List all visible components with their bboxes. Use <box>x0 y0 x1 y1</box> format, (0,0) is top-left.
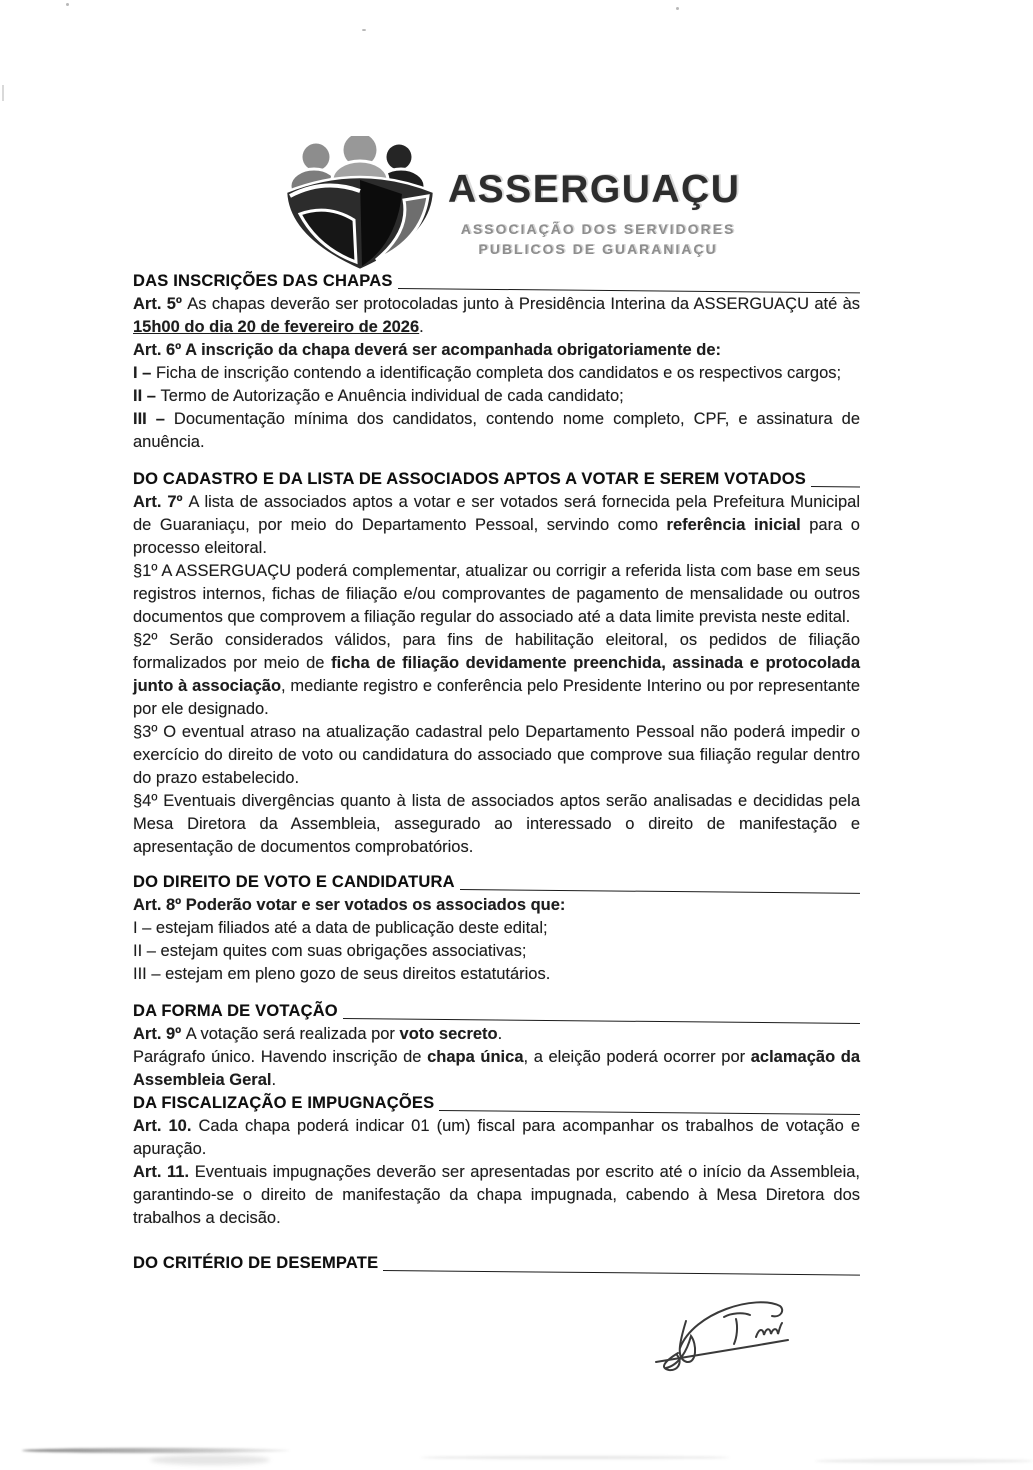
scan-artifact <box>362 29 366 31</box>
text-run: §1º A ASSERGUAÇU poderá complementar, atualizar ou corrigir a referida lista com base em seus registros internos, fichas de filiação e/ou comprovantes de pagamento de mensalidade ou outros documentos que comprovem a filiação regular do associado até a data limite prevista neste edital. <box>133 562 860 626</box>
text-run: Eventuais impugnações deverão ser apresentadas por escrito até o início da Assembleia, garantindo-se o direito de manifestação da chapa impugnada, cabendo à Mesa Diretora dos trabalhos a decisão. <box>133 1163 860 1227</box>
text-run: II – <box>133 387 161 405</box>
paragraph <box>133 1161 860 1230</box>
association-subtitle <box>448 219 748 259</box>
text-run: Art. 7º <box>133 493 189 511</box>
spacer <box>133 859 860 871</box>
paragraph <box>133 1046 860 1092</box>
text-run: 15h00 do dia 20 de fevereiro de 2026 <box>133 318 420 336</box>
paragraph <box>133 408 860 454</box>
section-heading <box>133 1092 860 1115</box>
scan-artifact <box>66 3 69 6</box>
text-run: Art. 5º <box>133 295 188 313</box>
text-run: Art. 8º Poderão votar e ser votados os associados que: <box>133 896 566 914</box>
spacer <box>133 1230 860 1252</box>
text-run: III – <box>133 410 174 428</box>
text-run: Ficha de inscrição contendo a identificação completa dos candidatos e os respectivos cargos; <box>155 364 842 382</box>
heading-rule-line <box>383 1270 860 1276</box>
text-run: ficha de filiação devidamente preenchida, assinada e protocolada junto à associação <box>133 654 860 695</box>
paragraph <box>133 917 860 940</box>
scan-artifact <box>2 85 4 101</box>
paragraph <box>133 560 860 629</box>
section-heading <box>133 1252 860 1275</box>
text-run: A votação será realizada por <box>185 1025 400 1043</box>
text-run: Art. 11. <box>133 1163 195 1181</box>
scan-artifact <box>420 1456 730 1459</box>
section-heading-text: DO CRITÉRIO DE DESEMPATE <box>133 1254 379 1272</box>
paragraph <box>133 940 860 963</box>
section-heading-text: DA FORMA DE VOTAÇÃO <box>133 1002 338 1020</box>
text-run: A lista de associados aptos a votar e ser votados será fornecida pela Prefeitura Municipal de Guaraniaçu, por meio do Departamento Pessoal, servindo como <box>133 493 860 534</box>
text-run: §2º Serão considerados válidos, para fins de habilitação eleitoral, os pedidos de filiação formalizados por meio de <box>133 631 860 672</box>
paragraph <box>133 629 860 721</box>
text-run: Art. 9º <box>133 1025 186 1043</box>
text-run: I – <box>133 364 156 382</box>
text-run: . <box>419 318 424 336</box>
text-run: . <box>497 1025 503 1043</box>
text-run: Art. 10. <box>133 1117 199 1135</box>
paragraph <box>133 491 860 560</box>
text-run: aclamação da Assembleia Geral <box>133 1048 861 1089</box>
text-run: §3º O eventual atraso na atualização cadastral pelo Departamento Pessoal não poderá impedir o exercício do direito de voto ou candidatura do associado que comprove sua filiação regular dentro do prazo estabelecido. <box>133 723 860 787</box>
paragraph <box>133 385 860 408</box>
text-run: Termo de Autorização e Anuência individual de cada candidato; <box>160 387 624 405</box>
paragraph <box>133 362 860 385</box>
scan-artifact <box>150 1455 270 1465</box>
paragraph <box>133 721 860 790</box>
text-run: chapa única <box>427 1048 524 1066</box>
section-heading <box>133 270 860 293</box>
text-run: As chapas deverão ser protocoladas junto à Presidência Interina da ASSERGUAÇU até às <box>187 295 860 313</box>
text-run: §4º Eventuais divergências quanto à lista de associados aptos serão analisadas e decididas pela Mesa Diretora da Assembleia, assegurado ao interessado o direito de manifestação e apresentação de documentos comprobatórios. <box>133 792 860 856</box>
text-run: Parágrafo único. Havendo inscrição de <box>133 1048 428 1066</box>
paragraph <box>133 339 860 362</box>
text-run: II – estejam quites com suas obrigações associativas; <box>133 942 527 960</box>
association-name: ASSERGUAÇU <box>448 168 741 211</box>
section-heading-text: DO DIREITO DE VOTO E CANDIDATURA <box>133 873 455 891</box>
text-run: . <box>271 1071 277 1089</box>
association-subtitle-line1: ASSOCIAÇÃO DOS SERVIDORES <box>460 221 736 237</box>
association-subtitle-line2: PUBLICOS DE GUARANIAÇU <box>478 241 718 257</box>
text-run: III – estejam em pleno gozo de seus direitos estatutários. <box>133 965 551 983</box>
paragraph <box>133 894 860 917</box>
text-run: , mediante registro e conferência pelo Presidente Interino ou por representante por ele designado. <box>133 677 861 718</box>
paragraph <box>133 963 860 986</box>
scan-artifact <box>22 1448 290 1453</box>
text-run: Cada chapa poderá indicar 01 (um) fiscal para acompanhar os trabalhos de votação e apuração. <box>133 1117 860 1158</box>
section-heading-text: DAS INSCRIÇÕES DAS CHAPAS <box>133 272 393 290</box>
scan-artifact <box>676 7 679 10</box>
section-heading-text: DO CADASTRO E DA LISTA DE ASSOCIADOS APTOS A VOTAR E SEREM VOTADOS <box>133 470 806 488</box>
section-heading <box>133 1000 860 1023</box>
paragraph <box>133 790 860 859</box>
scan-artifact <box>815 1459 1033 1463</box>
text-run: Art. 6º A inscrição da chapa deverá ser acompanhada obrigatoriamente de: <box>133 341 721 359</box>
document-body <box>133 270 860 1275</box>
association-people-shield-logo <box>276 136 444 274</box>
spacer <box>133 454 860 468</box>
heading-rule-line <box>811 486 860 487</box>
text-run: I – estejam filiados até a data de publicação deste edital; <box>133 919 548 937</box>
section-heading <box>133 871 860 894</box>
text-run: voto secreto <box>399 1025 498 1043</box>
paragraph <box>133 1115 860 1161</box>
document-header <box>448 168 878 259</box>
spacer <box>133 986 860 1000</box>
text-run: , a eleição poderá ocorrer por <box>523 1048 751 1066</box>
text-run: Documentação mínima dos candidatos, contendo nome completo, CPF, e assinatura de anuência. <box>133 410 860 451</box>
text-run: referência inicial <box>666 516 801 534</box>
paragraph <box>133 1023 860 1046</box>
paragraph <box>133 293 860 339</box>
section-heading <box>133 468 860 491</box>
text-run: para o processo eleitoral. <box>133 516 860 557</box>
section-heading-text: DA FISCALIZAÇÃO E IMPUGNAÇÕES <box>133 1094 435 1112</box>
handwritten-signature <box>650 1292 808 1380</box>
